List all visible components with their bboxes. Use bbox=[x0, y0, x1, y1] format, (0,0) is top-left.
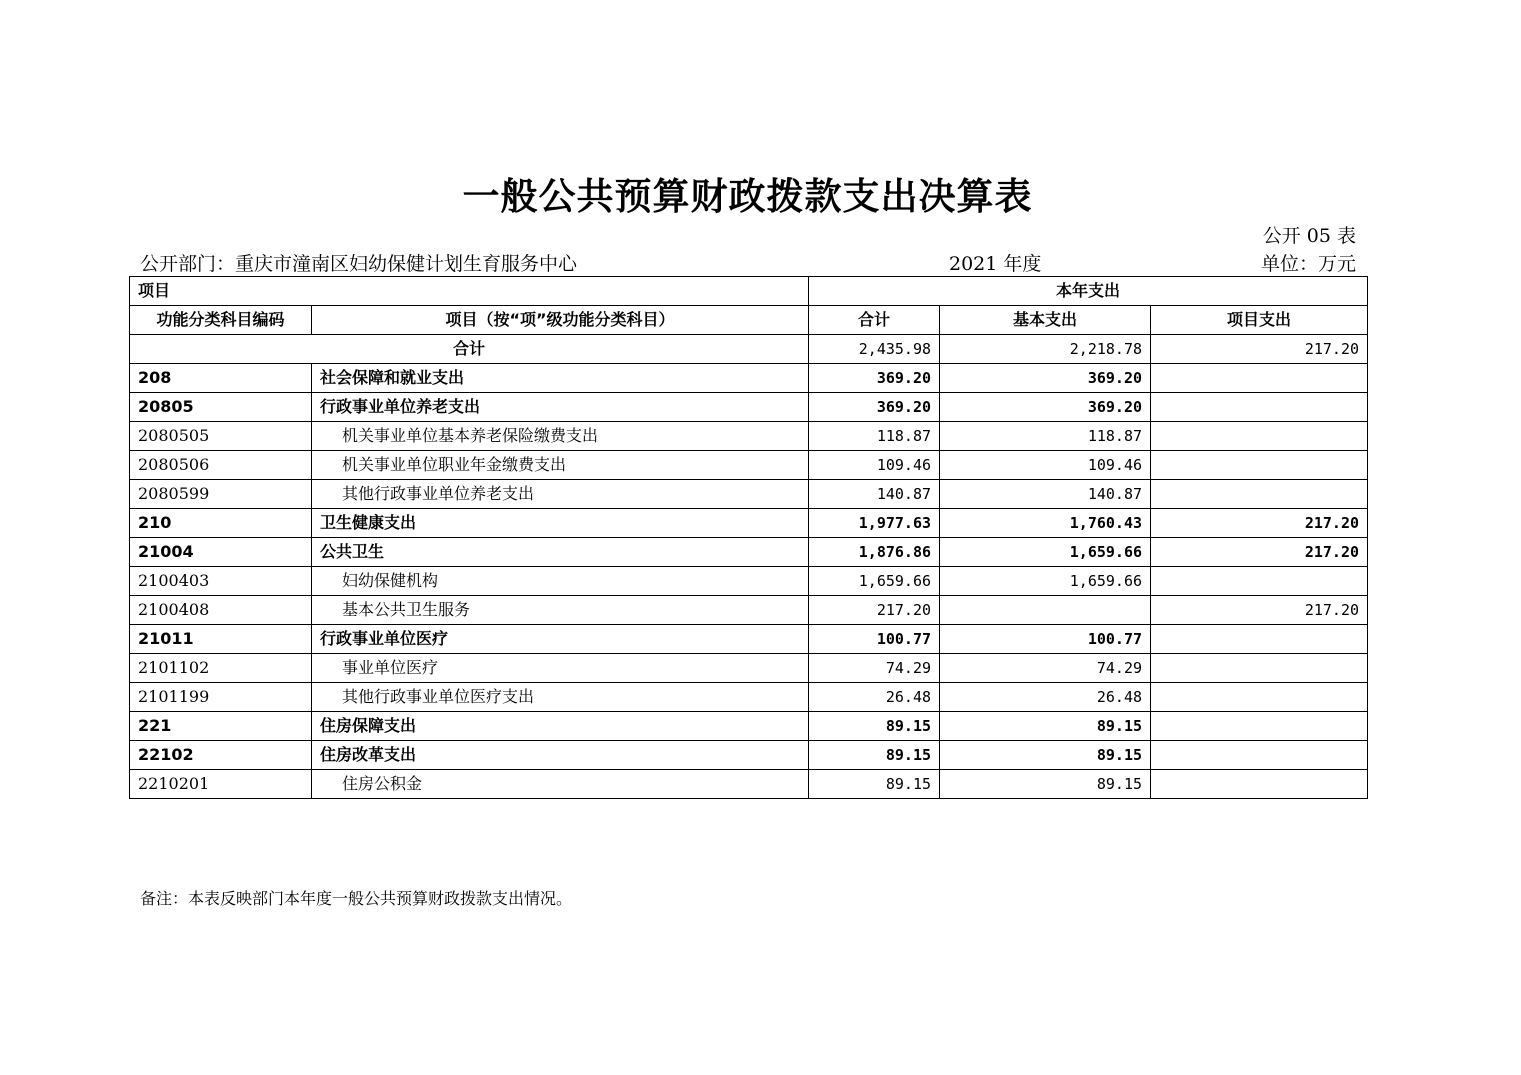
row-project bbox=[1151, 712, 1368, 741]
row-project bbox=[1151, 741, 1368, 770]
row-name: 机关事业单位职业年金缴费支出 bbox=[312, 451, 809, 480]
total-row bbox=[130, 335, 1368, 364]
header-row-top bbox=[130, 277, 1368, 306]
row-code: 21004 bbox=[130, 538, 312, 567]
row-basic: 369.20 bbox=[940, 364, 1151, 393]
row-total: 89.15 bbox=[809, 712, 940, 741]
row-total: 369.20 bbox=[809, 393, 940, 422]
row-basic: 109.46 bbox=[940, 451, 1151, 480]
row-name: 行政事业单位医疗 bbox=[312, 625, 809, 654]
header-name: 项目（按“项”级功能分类科目） bbox=[312, 306, 809, 335]
form-number: 公开 05 表 bbox=[1262, 225, 1356, 247]
table-row bbox=[130, 567, 1368, 596]
table-row bbox=[130, 596, 1368, 625]
row-project bbox=[1151, 451, 1368, 480]
row-basic: 89.15 bbox=[940, 770, 1151, 799]
table-row bbox=[130, 654, 1368, 683]
row-code: 2101199 bbox=[130, 683, 312, 712]
row-basic: 1,659.66 bbox=[940, 567, 1151, 596]
row-total: 89.15 bbox=[809, 770, 940, 799]
row-project bbox=[1151, 654, 1368, 683]
department-label: 公开部门：重庆市潼南区妇幼保健计划生育服务中心 bbox=[140, 253, 578, 275]
header-code: 功能分类科目编码 bbox=[130, 306, 312, 335]
row-project bbox=[1151, 393, 1368, 422]
row-total: 89.15 bbox=[809, 741, 940, 770]
row-code: 21011 bbox=[130, 625, 312, 654]
row-code: 2080599 bbox=[130, 480, 312, 509]
row-total: 74.29 bbox=[809, 654, 940, 683]
row-total: 100.77 bbox=[809, 625, 940, 654]
expenditure-table bbox=[129, 276, 1368, 799]
row-project bbox=[1151, 683, 1368, 712]
row-name: 公共卫生 bbox=[312, 538, 809, 567]
row-basic: 26.48 bbox=[940, 683, 1151, 712]
row-name: 妇幼保健机构 bbox=[312, 567, 809, 596]
table-row bbox=[130, 480, 1368, 509]
row-code: 2100408 bbox=[130, 596, 312, 625]
row-name: 其他行政事业单位养老支出 bbox=[312, 480, 809, 509]
row-total: 1,659.66 bbox=[809, 567, 940, 596]
table-row bbox=[130, 683, 1368, 712]
table-row bbox=[130, 422, 1368, 451]
row-basic bbox=[940, 596, 1151, 625]
row-basic: 89.15 bbox=[940, 741, 1151, 770]
row-code: 210 bbox=[130, 509, 312, 538]
row-total: 369.20 bbox=[809, 364, 940, 393]
header-row-sub bbox=[130, 306, 1368, 335]
table-row bbox=[130, 625, 1368, 654]
table-row bbox=[130, 393, 1368, 422]
row-code: 2080505 bbox=[130, 422, 312, 451]
total-basic: 2,218.78 bbox=[940, 335, 1151, 364]
fiscal-year: 2021 年度 bbox=[949, 253, 1042, 275]
header-total: 合计 bbox=[809, 306, 940, 335]
row-project bbox=[1151, 567, 1368, 596]
row-basic: 89.15 bbox=[940, 712, 1151, 741]
row-code: 2080506 bbox=[130, 451, 312, 480]
total-project: 217.20 bbox=[1151, 335, 1368, 364]
total-total: 2,435.98 bbox=[809, 335, 940, 364]
row-total: 1,876.86 bbox=[809, 538, 940, 567]
table-row bbox=[130, 712, 1368, 741]
row-basic: 140.87 bbox=[940, 480, 1151, 509]
row-basic: 1,760.43 bbox=[940, 509, 1151, 538]
row-name: 卫生健康支出 bbox=[312, 509, 809, 538]
row-project: 217.20 bbox=[1151, 538, 1368, 567]
row-total: 109.46 bbox=[809, 451, 940, 480]
row-name: 社会保障和就业支出 bbox=[312, 364, 809, 393]
table-row bbox=[130, 451, 1368, 480]
row-total: 1,977.63 bbox=[809, 509, 940, 538]
row-name: 住房改革支出 bbox=[312, 741, 809, 770]
row-project bbox=[1151, 625, 1368, 654]
row-name: 行政事业单位养老支出 bbox=[312, 393, 809, 422]
row-code: 22102 bbox=[130, 741, 312, 770]
row-project bbox=[1151, 480, 1368, 509]
table-row bbox=[130, 770, 1368, 799]
row-code: 2210201 bbox=[130, 770, 312, 799]
row-total: 26.48 bbox=[809, 683, 940, 712]
row-code: 20805 bbox=[130, 393, 312, 422]
row-project bbox=[1151, 422, 1368, 451]
header-current-year: 本年支出 bbox=[809, 277, 1368, 306]
row-name: 基本公共卫生服务 bbox=[312, 596, 809, 625]
header-basic: 基本支出 bbox=[940, 306, 1151, 335]
row-basic: 74.29 bbox=[940, 654, 1151, 683]
row-basic: 100.77 bbox=[940, 625, 1151, 654]
table-row bbox=[130, 538, 1368, 567]
table-row bbox=[130, 364, 1368, 393]
row-name: 住房保障支出 bbox=[312, 712, 809, 741]
table-row bbox=[130, 509, 1368, 538]
row-project bbox=[1151, 770, 1368, 799]
row-total: 217.20 bbox=[809, 596, 940, 625]
footnote: 备注：本表反映部门本年度一般公共预算财政拨款支出情况。 bbox=[140, 889, 573, 908]
row-code: 2101102 bbox=[130, 654, 312, 683]
header-item: 项目 bbox=[130, 277, 809, 306]
unit-label: 单位：万元 bbox=[1260, 253, 1356, 275]
row-code: 221 bbox=[130, 712, 312, 741]
row-total: 118.87 bbox=[809, 422, 940, 451]
row-project bbox=[1151, 364, 1368, 393]
header-project: 项目支出 bbox=[1151, 306, 1368, 335]
row-name: 其他行政事业单位医疗支出 bbox=[312, 683, 809, 712]
total-label: 合计 bbox=[130, 335, 809, 364]
row-project: 217.20 bbox=[1151, 596, 1368, 625]
row-name: 机关事业单位基本养老保险缴费支出 bbox=[312, 422, 809, 451]
row-name: 住房公积金 bbox=[312, 770, 809, 799]
page-title: 一般公共预算财政拨款支出决算表 bbox=[462, 175, 1033, 218]
row-code: 208 bbox=[130, 364, 312, 393]
row-basic: 1,659.66 bbox=[940, 538, 1151, 567]
row-basic: 369.20 bbox=[940, 393, 1151, 422]
row-code: 2100403 bbox=[130, 567, 312, 596]
row-name: 事业单位医疗 bbox=[312, 654, 809, 683]
row-total: 140.87 bbox=[809, 480, 940, 509]
row-project: 217.20 bbox=[1151, 509, 1368, 538]
row-basic: 118.87 bbox=[940, 422, 1151, 451]
table-row bbox=[130, 741, 1368, 770]
